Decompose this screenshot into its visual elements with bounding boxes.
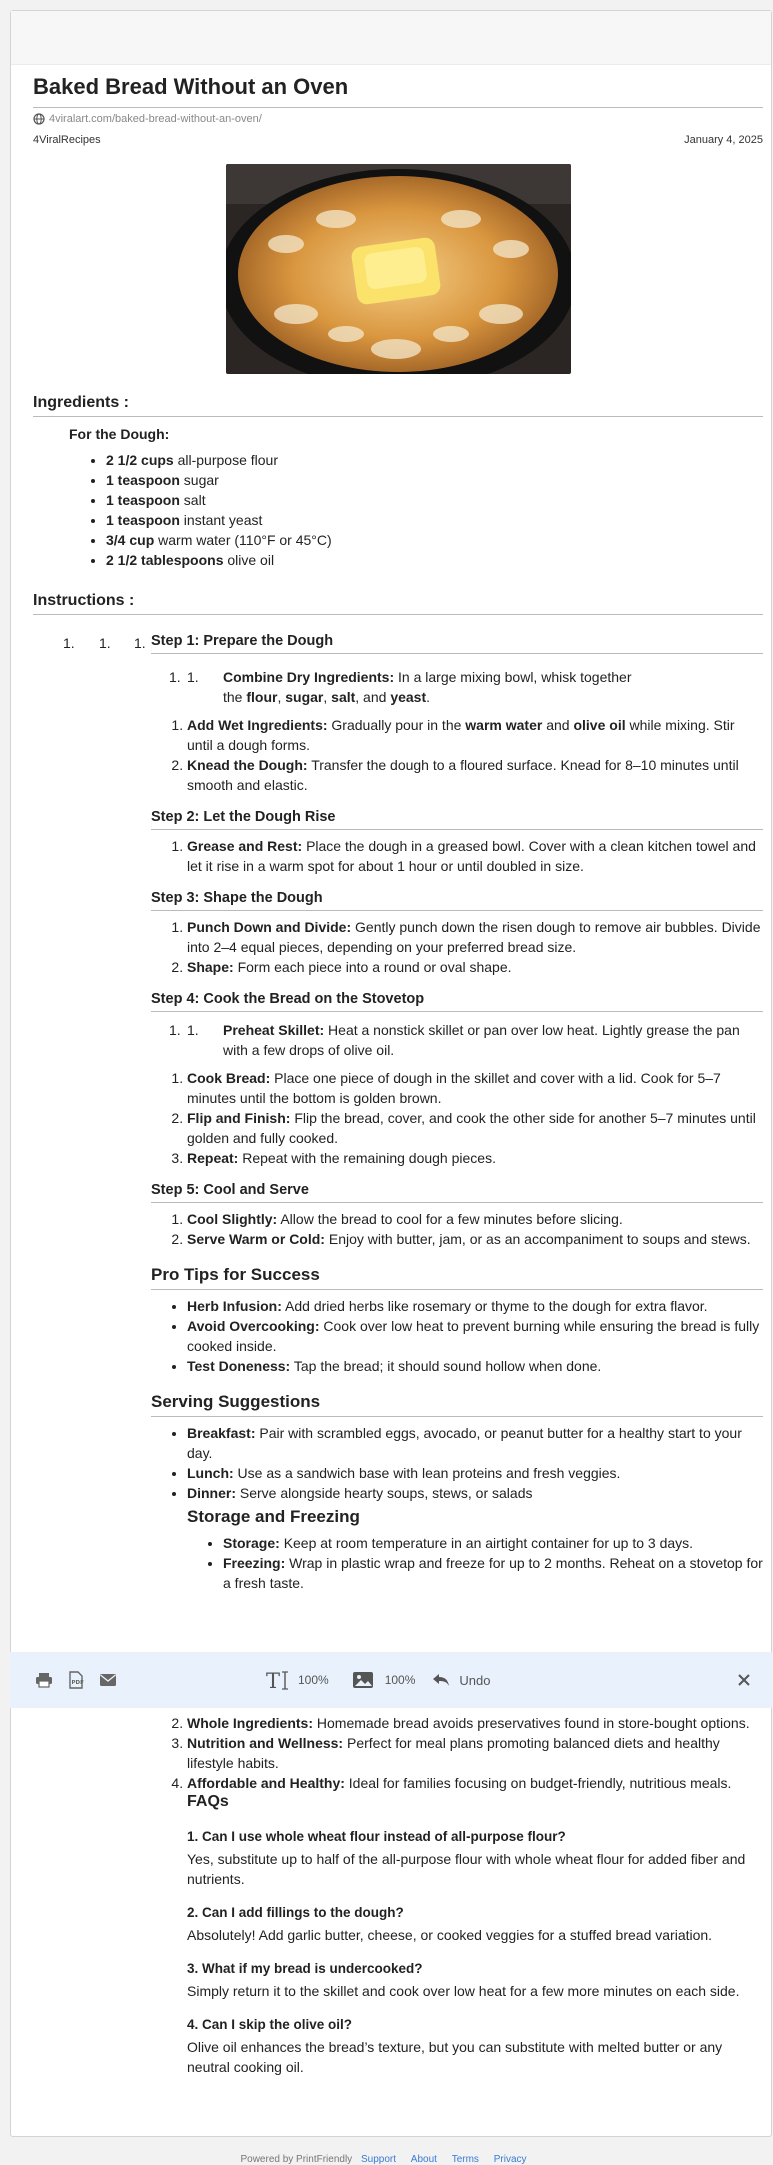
serving-list [151, 1423, 763, 1503]
bread-photo [226, 164, 571, 374]
list-item [106, 530, 763, 550]
ingredient-name: sugar [183, 472, 219, 488]
article-meta [33, 134, 763, 146]
list-marker: 1. [187, 669, 199, 685]
combine-dry-text [223, 667, 643, 707]
benefits-list [151, 1713, 763, 1793]
storage-label: Freezing: [223, 1555, 286, 1571]
faq-list [187, 1827, 757, 2077]
ingredient-qty: 1 teaspoon [106, 472, 180, 488]
serving-title: Serving Suggestions [151, 1392, 763, 1417]
step1-list [151, 715, 763, 795]
tip-text: Add dried herbs like rosemary or thyme to the dough for extra flavor. [285, 1298, 708, 1314]
list-item [187, 1148, 763, 1168]
serving-label: Breakfast: [187, 1425, 256, 1441]
source-url[interactable]: 4viralart.com/baked-bread-without-an-oven/ [49, 113, 262, 125]
preheat-text [223, 1020, 763, 1060]
step3-title: Step 3: Shape the Dough [151, 890, 763, 911]
email-icon[interactable] [96, 1668, 120, 1692]
step5-title: Step 5: Cool and Serve [151, 1182, 763, 1203]
footer [0, 2154, 773, 2165]
ingredient-name: all-purpose flour [177, 452, 278, 468]
list-item [187, 1713, 763, 1733]
benefits-section [151, 1713, 763, 2077]
list-item [187, 836, 763, 876]
keyword: warm water [465, 717, 543, 733]
article-card [10, 10, 772, 2137]
step-text: Transfer the dough to a floured surface. Knead for 8–10 minutes until smooth and elastic. [187, 757, 739, 793]
list-marker: 1. [187, 1022, 199, 1038]
serving-text: Serve alongside hearty soups, stews, or salads [239, 1485, 533, 1501]
serving-text: Pair with scrambled eggs, avocado, or peanut butter for a healthy start to your day. [187, 1425, 742, 1461]
list-marker: 1. [134, 635, 146, 651]
step-text: Place one piece of dough in the skillet and cover with a lid. Cook for 5–7 minutes until the bottom is golden brown. [187, 1070, 721, 1106]
step-label: Cool Slightly: [187, 1211, 278, 1227]
ingredient-qty: 2 1/2 cups [106, 452, 174, 468]
footer-link-support[interactable]: Support [360, 2154, 396, 2165]
ingredient-name: olive oil [227, 552, 275, 568]
ingredient-qty: 2 1/2 tablespoons [106, 552, 224, 568]
list-item [187, 1316, 763, 1356]
step-text: Enjoy with butter, jam, or as an accompaniment to soups and stews. [328, 1231, 751, 1247]
faq-question: 4. Can I skip the olive oil? [187, 2017, 353, 2032]
print-icon[interactable] [32, 1668, 56, 1692]
ingredient-name: salt [183, 492, 206, 508]
image-size-value[interactable]: 100% [384, 1673, 416, 1687]
step-label: Preheat Skillet: [223, 1022, 325, 1038]
step-text: while mixing. Stir until a dough forms. [187, 717, 735, 753]
powered-by: Powered by PrintFriendly [240, 2154, 353, 2165]
faqs-title: FAQs [187, 1793, 229, 1810]
step4-title: Step 4: Cook the Bread on the Stovetop [151, 991, 763, 1012]
faq-answer: Absolutely! Add garlic butter, cheese, or cooked veggies for a stuffed bread variation. [187, 1927, 713, 1943]
punct: . [426, 689, 431, 705]
undo-icon[interactable] [429, 1668, 453, 1692]
list-marker: 1. [63, 635, 75, 651]
tip-text: Tap the bread; it should sound hollow when done. [293, 1358, 602, 1374]
keyword: flour [246, 689, 278, 705]
serving-label: Dinner: [187, 1485, 236, 1501]
keyword: salt [331, 689, 356, 705]
list-marker: 1. [169, 669, 181, 685]
keyword: olive oil [573, 717, 626, 733]
globe-icon [33, 113, 45, 125]
tip-label: Herb Infusion: [187, 1298, 282, 1314]
list-item [187, 1068, 763, 1108]
site-name: 4ViralRecipes [33, 134, 101, 146]
preheat-row [151, 1020, 763, 1060]
storage-label: Storage: [223, 1535, 280, 1551]
list-item [187, 957, 763, 977]
serving-label: Lunch: [187, 1465, 234, 1481]
ingredient-name: warm water (110°F or 45°C) [158, 532, 332, 548]
step1-header-row [33, 633, 763, 655]
article-content [33, 74, 763, 1593]
ingredient-qty: 1 teaspoon [106, 492, 180, 508]
faq-question: 1. Can I use whole wheat flour instead of all-purpose flour? [187, 1829, 566, 1844]
punct: , [323, 689, 328, 705]
list-item [187, 1483, 763, 1503]
ingredient-name: instant yeast [183, 512, 263, 528]
step-text: Form each piece into a round or oval shape. [237, 959, 512, 975]
list-item [187, 1423, 763, 1463]
list-item [187, 1463, 763, 1483]
publish-date: January 4, 2025 [684, 134, 763, 146]
storage-text: Keep at room temperature in an airtight container for up to 3 days. [283, 1535, 694, 1551]
svg-text:PDF: PDF [71, 1680, 84, 1686]
svg-text:T: T [266, 1669, 281, 1691]
step-text: , and [355, 689, 387, 705]
dough-subheading: For the Dough: [69, 426, 170, 442]
step-label: Combine Dry Ingredients: [223, 669, 395, 685]
list-item [223, 1553, 763, 1593]
list-item [106, 550, 763, 570]
list-item [187, 1773, 763, 1793]
step5-list [151, 1209, 763, 1249]
undo-button[interactable]: Undo [459, 1672, 491, 1688]
step-text: Allow the bread to cool for a few minutes before slicing. [280, 1211, 623, 1227]
punct: , [277, 689, 282, 705]
faq-question: 3. What if my bread is undercooked? [187, 1961, 423, 1976]
tip-text: Cook over low heat to prevent burning while ensuring the bread is fully cooked inside. [187, 1318, 760, 1354]
footer-link-terms[interactable]: Terms [451, 2154, 479, 2165]
storage-title: Storage and Freezing [187, 1507, 360, 1526]
tip-label: Avoid Overcooking: [187, 1318, 320, 1334]
serving-text: Use as a sandwich base with lean proteins and fresh veggies. [237, 1465, 621, 1481]
step1-title: Step 1: Prepare the Dough [151, 633, 763, 654]
pdf-icon[interactable] [64, 1668, 88, 1692]
step-text: Gently punch down the risen dough to remove air bubbles. Divide into 2–4 equal pieces, depending on your preferred bread size. [187, 919, 761, 955]
pro-tips-list [151, 1296, 763, 1376]
benefit-label: Nutrition and Wellness: [187, 1735, 344, 1751]
list-item [106, 450, 763, 470]
faq-question: 2. Can I add fillings to the dough? [187, 1905, 404, 1920]
keyword: yeast [390, 689, 427, 705]
step-label: Knead the Dough: [187, 757, 308, 773]
step1-body [151, 667, 763, 1593]
list-item [187, 1296, 763, 1316]
tip-label: Test Doneness: [187, 1358, 291, 1374]
ingredients-heading: Ingredients : [33, 394, 763, 417]
list-marker: 1. [169, 1022, 181, 1038]
step-label: Repeat: [187, 1150, 239, 1166]
ingredient-qty: 3/4 cup [106, 532, 155, 548]
list-item [187, 1733, 763, 1773]
benefit-text: Perfect for meal plans promoting balanced diets and healthy lifestyle habits. [187, 1735, 720, 1771]
step3-list [151, 917, 763, 977]
list-item [187, 1108, 763, 1148]
keyword: sugar [285, 689, 324, 705]
step-label: Cook Bread: [187, 1070, 271, 1086]
storage-text: Wrap in plastic wrap and freeze for up to 2 months. Reheat on a stovetop for a fresh taste. [223, 1555, 763, 1591]
footer-link-about[interactable]: About [410, 2154, 437, 2165]
list-item [187, 755, 763, 795]
list-item [106, 510, 763, 530]
list-item [187, 715, 763, 755]
step-text: Place the dough in a greased bowl. Cover with a clean kitchen towel and let it rise in a warm spot for about 1 hour or until doubled in size. [187, 838, 756, 874]
pro-tips-title: Pro Tips for Success [151, 1265, 763, 1290]
list-item [106, 470, 763, 490]
list-item [106, 490, 763, 510]
text-size-value[interactable]: 100% [298, 1673, 329, 1687]
step-label: Shape: [187, 959, 234, 975]
benefit-text: Homemade bread avoids preservatives found in store-bought options. [316, 1715, 750, 1731]
step4-list [151, 1068, 763, 1168]
step-label: Add Wet Ingredients: [187, 717, 328, 733]
ingredients-list [33, 450, 763, 570]
footer-link-privacy[interactable]: Privacy [493, 2154, 527, 2165]
list-item [187, 917, 763, 957]
source-url-row [33, 113, 763, 125]
benefit-label: Affordable and Healthy: [187, 1775, 345, 1791]
list-item [187, 1209, 763, 1229]
step-text: Gradually pour in the [331, 717, 462, 733]
list-marker: 1. [99, 635, 111, 651]
storage-list [187, 1533, 763, 1593]
faq-answer: Simply return it to the skillet and cook over low heat for a few more minutes on each side. [187, 1983, 740, 1999]
article-title: Baked Bread Without an Oven [33, 74, 763, 108]
close-icon[interactable] [732, 1668, 756, 1692]
faq-answer: Yes, substitute up to half of the all-purpose flour with whole wheat flour for added fiber and nutrients. [187, 1851, 746, 1887]
ingredient-qty: 1 teaspoon [106, 512, 180, 528]
step-text: In a large mixing bowl, whisk together the [223, 669, 632, 705]
step-text: Heat a nonstick skillet or pan over low heat. Lightly grease the pan with a few drops of olive oil. [223, 1022, 740, 1058]
step-label: Grease and Rest: [187, 838, 303, 854]
text-size-icon[interactable] [266, 1668, 290, 1692]
step2-title: Step 2: Let the Dough Rise [151, 809, 763, 830]
print-toolbar [10, 1652, 772, 1708]
benefit-label: Whole Ingredients: [187, 1715, 313, 1731]
card-header-bar [11, 11, 771, 65]
list-item [187, 1356, 763, 1376]
step-label: Serve Warm or Cold: [187, 1231, 325, 1247]
faq-answer: Olive oil enhances the bread’s texture, but you can substitute with melted butter or any neutral cooking oil. [187, 2039, 723, 2075]
step2-list [151, 836, 763, 876]
image-size-icon[interactable] [351, 1668, 375, 1692]
step-text: Flip the bread, cover, and cook the other side for another 5–7 minutes until golden and fully cooked. [187, 1110, 756, 1146]
benefit-text: Ideal for families focusing on budget-friendly, nutritious meals. [348, 1775, 732, 1791]
step-text: Repeat with the remaining dough pieces. [242, 1150, 496, 1166]
step-text: and [546, 717, 570, 733]
instructions-heading: Instructions : [33, 592, 763, 615]
step-label: Flip and Finish: [187, 1110, 291, 1126]
list-item [187, 1229, 763, 1249]
step-label: Punch Down and Divide: [187, 919, 352, 935]
list-item [223, 1533, 763, 1553]
